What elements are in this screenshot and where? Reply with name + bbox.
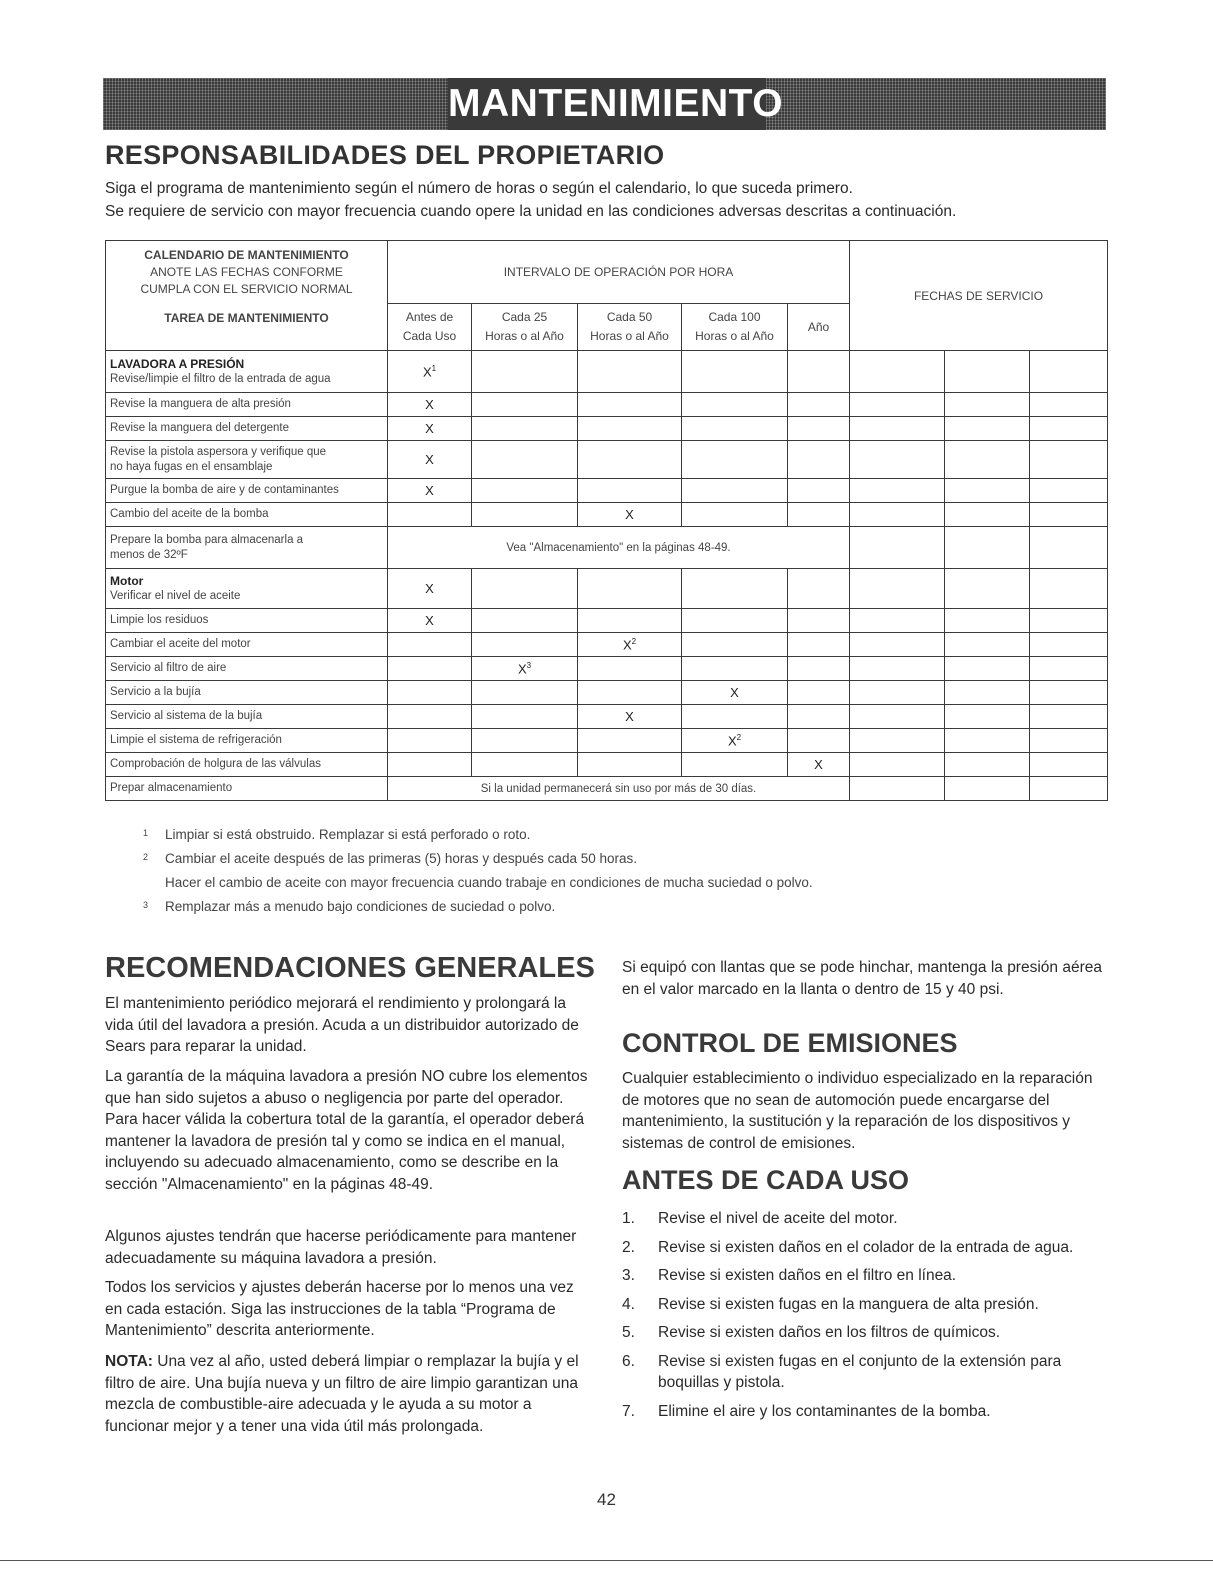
footnote-number: 3	[143, 900, 149, 910]
col-header-25	[472, 304, 578, 351]
mark-cell	[682, 729, 788, 753]
task-text: Revise/limpie el filtro de la entrada de agua	[110, 372, 331, 385]
calendar-line-3: CUMPLA CON EL SERVICIO NORMAL	[140, 282, 353, 296]
col-header-line: Antes de	[405, 310, 454, 324]
list-item	[622, 1351, 1112, 1394]
mark-cell: X	[388, 569, 472, 609]
list-text: Revise el nivel de aceite del motor.	[658, 1210, 898, 1227]
section-title-antes: ANTES DE CADA USO	[622, 1165, 910, 1195]
col-header-line: Cada 100	[708, 310, 761, 324]
footnote-1: Limpiar si está obstruido. Remplazar si está perforado o roto.	[165, 827, 531, 842]
list-item	[622, 1208, 1112, 1230]
footnote-number: 2	[143, 852, 149, 862]
maintenance-schedule-table	[105, 240, 1108, 801]
recomendaciones-p3: Algunos ajustes tendrán que hacerse periódicamente para mantener adecuadamente su máquina lavadora a presión.	[105, 1228, 577, 1267]
list-text: Elimine el aire y los contaminantes de la bomba.	[658, 1402, 991, 1420]
task-cell: Purgue la bomba de aire y de contaminantes	[106, 479, 388, 503]
table-row	[106, 503, 1108, 527]
list-item	[622, 1237, 1112, 1259]
list-item	[622, 1322, 1112, 1344]
list-text: Revise si existen fugas en el conjunto de la extensión para boquillas y pistola.	[658, 1352, 1062, 1391]
task-cell	[106, 351, 388, 393]
table-row	[106, 729, 1108, 753]
intro-line-2: Se requiere de servicio con mayor frecuencia cuando opere la unidad en las condiciones adversas descritas a continuación.	[105, 203, 957, 220]
list-number: 7.	[622, 1402, 635, 1420]
calendar-header	[106, 241, 388, 351]
task-cell: Comprobación de holgura de las válvulas	[106, 753, 388, 777]
list-item	[622, 1294, 1112, 1316]
mark-cell: X	[388, 417, 472, 441]
mark: X	[422, 364, 432, 380]
list-text: Revise si existen fugas en la manguera de alta presión.	[658, 1295, 1039, 1313]
mark-cell: X	[388, 393, 472, 417]
table-row	[106, 527, 1108, 569]
col-header-line: Horas o al Año	[485, 329, 564, 343]
mark: X	[727, 733, 737, 749]
table-row	[106, 417, 1108, 441]
recomendaciones-p4: Todos los servicios y ajustes deberán hacerse por lo menos una vez en cada estación. Siga las instrucciones de la tabla “Programa de Mantenimiento” descrita anteriormente.	[105, 1279, 574, 1339]
col-header-50	[578, 304, 682, 351]
task-cell: Servicio a la bujía	[106, 681, 388, 705]
section-title-responsabilidades: RESPONSABILIDADES DEL PROPIETARIO	[105, 140, 665, 170]
mark: X	[517, 661, 527, 677]
col-header-line: Cada 50	[606, 310, 653, 324]
section-title-control: CONTROL DE EMISIONES	[622, 1028, 958, 1058]
nota-label: NOTA:	[105, 1353, 153, 1370]
list-item	[622, 1401, 1112, 1423]
mark-cell: X	[788, 753, 850, 777]
col-header-line: Cada Uso	[402, 329, 457, 343]
bottom-divider	[0, 1560, 1213, 1561]
list-number: 2.	[622, 1238, 635, 1256]
footnote-2: Cambiar el aceite después de las primeras (5) horas y después cada 50 horas.	[165, 851, 637, 866]
list-item	[622, 1265, 1112, 1287]
list-text: Revise si existen daños en el filtro en línea.	[658, 1267, 957, 1284]
task-cell	[106, 569, 388, 609]
section-label: LAVADORA A PRESIÓN	[110, 356, 245, 371]
antes-list	[622, 1208, 1112, 1429]
mark-cell: X	[388, 609, 472, 633]
mark-cell	[388, 351, 472, 393]
llantas-paragraph: Si equipó con llantas que se pode hinchar, mantenga la presión aérea en el valor marcado en la llanta o dentro de 15 y 40 psi.	[622, 959, 1102, 998]
list-number: 6.	[622, 1352, 635, 1370]
mark-cell: X	[578, 705, 682, 729]
col-header-100	[682, 304, 788, 351]
task-cell: Servicio al sistema de la bujía	[106, 705, 388, 729]
storage-note: Vea "Almacenamiento" en la páginas 48-49.	[388, 527, 850, 569]
service-dates-header: FECHAS DE SERVICIO	[850, 241, 1108, 351]
task-cell	[106, 527, 388, 569]
table-row	[106, 777, 1108, 801]
task-text: Verificar el nivel de aceite	[110, 589, 241, 602]
task-label: TAREA DE MANTENIMIENTO	[164, 311, 329, 325]
table-row	[106, 753, 1108, 777]
footnote-ref: 3	[526, 660, 532, 670]
calendar-line-2: ANOTE LAS FECHAS CONFORME	[150, 265, 343, 279]
mark-cell	[472, 657, 578, 681]
mark-cell	[578, 633, 682, 657]
footnote-ref: 2	[631, 636, 637, 646]
section-title-recomendaciones: RECOMENDACIONES GENERALES	[105, 952, 595, 984]
list-text: Revise si existen daños en los filtros de químicos.	[658, 1324, 1001, 1341]
section-label: Motor	[110, 573, 144, 588]
table-row	[106, 681, 1108, 705]
task-text: menos de 32ºF	[110, 548, 188, 561]
task-text: no haya fugas en el ensamblaje	[110, 460, 273, 473]
task-cell: Cambiar el aceite del motor	[106, 633, 388, 657]
list-text: Revise si existen daños en el colador de la entrada de agua.	[658, 1238, 1074, 1256]
task-text: Revise la pistola aspersora y verifique que	[110, 445, 327, 458]
table-row	[106, 569, 1108, 609]
footnote-2-continued: Hacer el cambio de aceite con mayor frecuencia cuando trabaje en condiciones de mucha suciedad o polvo.	[165, 875, 813, 890]
table-row	[106, 351, 1108, 393]
intro-line-1: Siga el programa de mantenimiento según el número de horas o según el calendario, lo que suceda primero.	[105, 180, 853, 197]
footnote-ref: 1	[431, 363, 437, 373]
table-row	[106, 441, 1108, 479]
banner-title: MANTENIMIENTO	[448, 78, 766, 130]
mark-cell: X	[578, 503, 682, 527]
interval-header: INTERVALO DE OPERACIÓN POR HORA	[388, 241, 850, 304]
task-cell: Revise la manguera de alta presión	[106, 393, 388, 417]
table-row	[106, 633, 1108, 657]
mark-cell: X	[682, 681, 788, 705]
col-header-line: Horas o al Año	[590, 329, 669, 343]
table-row	[106, 657, 1108, 681]
list-number: 5.	[622, 1324, 635, 1341]
control-paragraph: Cualquier establecimiento o individuo especializado en la reparación de motores que no sean de automoción puede encargarse del mantenimiento, la sustitución y la reparación de los dispositivos y sistemas de control de emisiones.	[622, 1070, 1093, 1152]
mark-cell: X	[388, 441, 472, 479]
mark: X	[622, 637, 632, 653]
table-row	[106, 393, 1108, 417]
recomendaciones-p1: El mantenimiento periódico mejorará el rendimiento y prolongará la vida útil del lavadora a presión. Acuda a un distribuidor autorizado de Sears para reparar la unidad.	[105, 995, 579, 1055]
task-cell: Limpie los residuos	[106, 609, 388, 633]
calendar-title: CALENDARIO DE MANTENIMIENTO	[144, 248, 349, 262]
list-number: 4.	[622, 1295, 635, 1313]
footnote-number: 1	[143, 828, 149, 838]
col-header-line: Horas o al Año	[695, 329, 774, 343]
list-number: 1.	[622, 1210, 635, 1227]
list-number: 3.	[622, 1267, 635, 1284]
nota-text: Una vez al año, usted deberá limpiar o remplazar la bujía y el filtro de aire. Una bujía nueva y un filtro de aire limpio garantizan una mezcla de combustible-aire adecuada y le ayuda a su motor a funcionar mejor y a tener una vida útil más prolongada.	[105, 1353, 579, 1435]
footnote-3: Remplazar más a menudo bajo condiciones de suciedad o polvo.	[165, 899, 556, 914]
table-row	[106, 705, 1108, 729]
task-cell: Limpie el sistema de refrigeración	[106, 729, 388, 753]
col-header-line: Cada 25	[501, 310, 548, 324]
table-row	[106, 609, 1108, 633]
storage-prep-note: Si la unidad permanecerá sin uso por más de 30 días.	[388, 777, 850, 801]
recomendaciones-nota	[105, 1351, 595, 1437]
task-cell: Servicio al filtro de aire	[106, 657, 388, 681]
mark-cell: X	[388, 479, 472, 503]
recomendaciones-p2: La garantía de la máquina lavadora a presión NO cubre los elementos que han sido sujetos a abuso o negligencia por parte del operador. Para hacer válida la cobertura total de la garantía, el operador deberá mantener la lavadora de presión tal y como se indica en el manual, incluyendo su adecuado almacenamiento, como se describe en la sección "Almacenamiento" en la páginas 48-49.	[105, 1068, 588, 1193]
task-cell	[106, 441, 388, 479]
task-text: Prepare la bomba para almacenarla a	[110, 533, 304, 546]
footnote-ref: 2	[736, 732, 742, 742]
page-number: 42	[597, 1490, 616, 1509]
table-row	[106, 479, 1108, 503]
col-header-ano: Año	[788, 304, 850, 351]
col-header-antes	[388, 304, 472, 351]
task-cell: Prepar almacenamiento	[106, 777, 388, 801]
task-cell: Revise la manguera del detergente	[106, 417, 388, 441]
task-cell: Cambio del aceite de la bomba	[106, 503, 388, 527]
